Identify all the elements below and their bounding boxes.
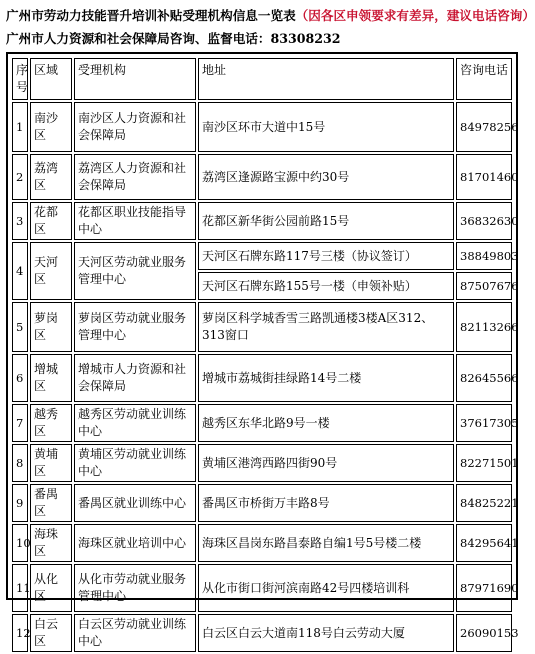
cell-address: 黄埔区港湾西路四街90号 xyxy=(198,444,454,482)
cell-address: 增城市荔城街挂绿路14号二楼 xyxy=(198,354,454,402)
header-address: 地址 xyxy=(198,58,454,100)
cell-district: 番禺区 xyxy=(30,484,72,522)
cell-agency: 南沙区人力资源和社会保障局 xyxy=(74,102,196,152)
cell-phone: 26090153 xyxy=(456,614,512,652)
table-row xyxy=(12,484,512,522)
document-subtitle: 广州市人力资源和社会保障局咨询、监督电话：83308232 xyxy=(6,31,341,46)
agency-table xyxy=(10,56,519,654)
cell-no: 11 xyxy=(12,564,28,612)
cell-agency: 番禺区就业训练中心 xyxy=(74,484,196,522)
cell-agency: 花都区职业技能指导中心 xyxy=(74,202,196,240)
table-row xyxy=(12,242,512,270)
cell-no: 12 xyxy=(12,614,28,652)
table-row xyxy=(12,564,512,612)
cell-address: 南沙区环市大道中15号 xyxy=(198,102,454,152)
cell-district: 荔湾区 xyxy=(30,154,72,200)
cell-agency: 海珠区就业培训中心 xyxy=(74,524,196,562)
cell-phone: 84825221 xyxy=(456,484,512,522)
title-note: （因各区申领要求有差异，建议电话咨询） xyxy=(295,8,535,23)
cell-district: 南沙区 xyxy=(30,102,72,152)
cell-address: 天河区石牌东路117号三楼（协议签订） xyxy=(198,242,454,270)
header-phone: 咨询电话 xyxy=(456,58,512,100)
cell-no: 5 xyxy=(12,302,28,352)
cell-agency: 越秀区劳动就业训练中心 xyxy=(74,404,196,442)
table-row xyxy=(12,444,512,482)
table-row xyxy=(12,524,512,562)
cell-agency: 黄埔区劳动就业训练中心 xyxy=(74,444,196,482)
document-title xyxy=(6,8,535,24)
cell-agency: 荔湾区人力资源和社会保障局 xyxy=(74,154,196,200)
table-row xyxy=(12,404,512,442)
cell-address: 天河区石牌东路155号一楼（申领补贴） xyxy=(198,272,454,300)
cell-district: 花都区 xyxy=(30,202,72,240)
table-row xyxy=(12,202,512,240)
table-header-row xyxy=(12,58,512,100)
cell-no: 3 xyxy=(12,202,28,240)
cell-district: 增城区 xyxy=(30,354,72,402)
cell-address: 荔湾区逢源路宝源中约30号 xyxy=(198,154,454,200)
cell-phone: 82113266 xyxy=(456,302,512,352)
cell-phone: 38849803 xyxy=(456,242,512,270)
cell-agency: 增城市人力资源和社会保障局 xyxy=(74,354,196,402)
title-text: 广州市劳动力技能晋升培训补贴受理机构信息一览表 xyxy=(6,8,296,23)
cell-agency: 从化市劳动就业服务管理中心 xyxy=(74,564,196,612)
cell-phone: 84295641 xyxy=(456,524,512,562)
header-no: 序号 xyxy=(12,58,28,100)
cell-agency: 白云区劳动就业训练中心 xyxy=(74,614,196,652)
cell-district: 海珠区 xyxy=(30,524,72,562)
cell-agency: 萝岗区劳动就业服务管理中心 xyxy=(74,302,196,352)
cell-address: 从化市街口街河滨南路42号四楼培训科 xyxy=(198,564,454,612)
cell-phone: 36832630 xyxy=(456,202,512,240)
cell-phone: 82645566 xyxy=(456,354,512,402)
cell-address: 花都区新华街公园前路15号 xyxy=(198,202,454,240)
cell-phone: 87971690 xyxy=(456,564,512,612)
header-district: 区域 xyxy=(30,58,72,100)
cell-address: 萝岗区科学城香雪三路凯通楼3楼A区312、313窗口 xyxy=(198,302,454,352)
cell-district: 天河区 xyxy=(30,242,72,300)
cell-no: 9 xyxy=(12,484,28,522)
header-agency: 受理机构 xyxy=(74,58,196,100)
table-row xyxy=(12,302,512,352)
cell-district: 越秀区 xyxy=(30,404,72,442)
cell-address: 越秀区东华北路9号一楼 xyxy=(198,404,454,442)
cell-no: 2 xyxy=(12,154,28,200)
cell-district: 黄埔区 xyxy=(30,444,72,482)
cell-address: 白云区白云大道南118号白云劳动大厦 xyxy=(198,614,454,652)
cell-district: 白云区 xyxy=(30,614,72,652)
cell-no: 7 xyxy=(12,404,28,442)
agency-table-frame xyxy=(6,52,519,648)
cell-phone: 81701460 xyxy=(456,154,512,200)
cell-no: 1 xyxy=(12,102,28,152)
cell-district: 萝岗区 xyxy=(30,302,72,352)
cell-district: 从化区 xyxy=(30,564,72,612)
cell-phone: 87507676 xyxy=(456,272,512,300)
cell-no: 10 xyxy=(12,524,28,562)
table-row xyxy=(12,154,512,200)
cell-phone: 37617305 xyxy=(456,404,512,442)
cell-phone: 82271501 xyxy=(456,444,512,482)
cell-phone: 84978256 xyxy=(456,102,512,152)
cell-address: 番禺区市桥街万丰路8号 xyxy=(198,484,454,522)
cell-no: 8 xyxy=(12,444,28,482)
cell-address: 海珠区昌岗东路昌泰路自编1号5号楼二楼 xyxy=(198,524,454,562)
table-row xyxy=(12,102,512,152)
cell-agency: 天河区劳动就业服务管理中心 xyxy=(74,242,196,300)
cell-no: 4 xyxy=(12,242,28,300)
table-body xyxy=(12,102,519,652)
cell-no: 6 xyxy=(12,354,28,402)
table-row xyxy=(12,614,512,652)
table-row xyxy=(12,354,512,402)
